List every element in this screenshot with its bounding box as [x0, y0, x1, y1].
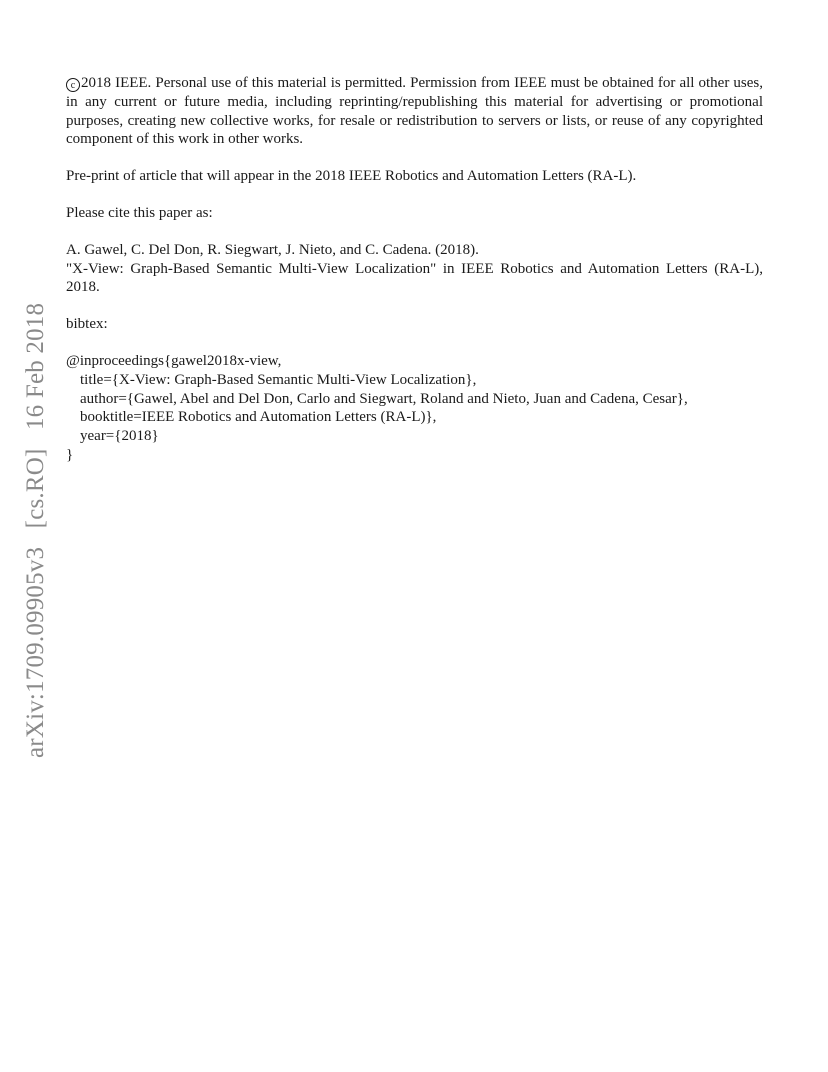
arxiv-date: 16 Feb 2018	[22, 302, 49, 431]
cite-prompt: Please cite this paper as:	[66, 204, 213, 221]
arxiv-category: [cs.RO]	[22, 448, 49, 529]
bibtex-title: title={X-View: Graph-Based Semantic Multi-View Localization},	[80, 371, 477, 388]
bibtex-open: @inproceedings{gawel2018x-view,	[66, 352, 282, 369]
preprint-notice: Pre-print of article that will appear in the 2018 IEEE Robotics and Automation Letters (RA-L).	[66, 168, 637, 185]
citation	[66, 241, 763, 297]
bibtex-label: bibtex:	[66, 316, 108, 333]
bibtex-author: author={Gawel, Abel and Del Don, Carlo and Siegwart, Roland and Nieto, Juan and Cadena, Cesar},	[80, 390, 688, 407]
arxiv-id[interactable]: arXiv:1709.09905v3	[22, 546, 49, 758]
copyright-text: 2018 IEEE. Personal use of this material is permitted. Permission from IEEE must be obtained for all other uses, in any current or future media, including reprinting/republishing this material for advertising or promotional purposes, creating new collective works, for resale or redistribution to servers or lists, or reuse of any copyrighted component of this work in other works.	[66, 75, 763, 148]
main-content	[66, 74, 763, 465]
bibtex-year: year={2018}	[80, 428, 159, 445]
bibtex-close: }	[66, 446, 74, 463]
arxiv-stamp	[22, 291, 50, 758]
citation-authors: A. Gawel, C. Del Don, R. Siegwart, J. Nieto, and C. Cadena. (2018).	[66, 241, 479, 258]
citation-title: "X-View: Graph-Based Semantic Multi-View Localization" in IEEE Robotics and Automation Letters (RA-L), 2018.	[66, 260, 763, 296]
bibtex-entry	[66, 352, 763, 465]
copyright-icon: c	[66, 78, 80, 92]
copyright-notice	[66, 74, 763, 149]
bibtex-booktitle: booktitle=IEEE Robotics and Automation Letters (RA-L)},	[80, 409, 437, 426]
